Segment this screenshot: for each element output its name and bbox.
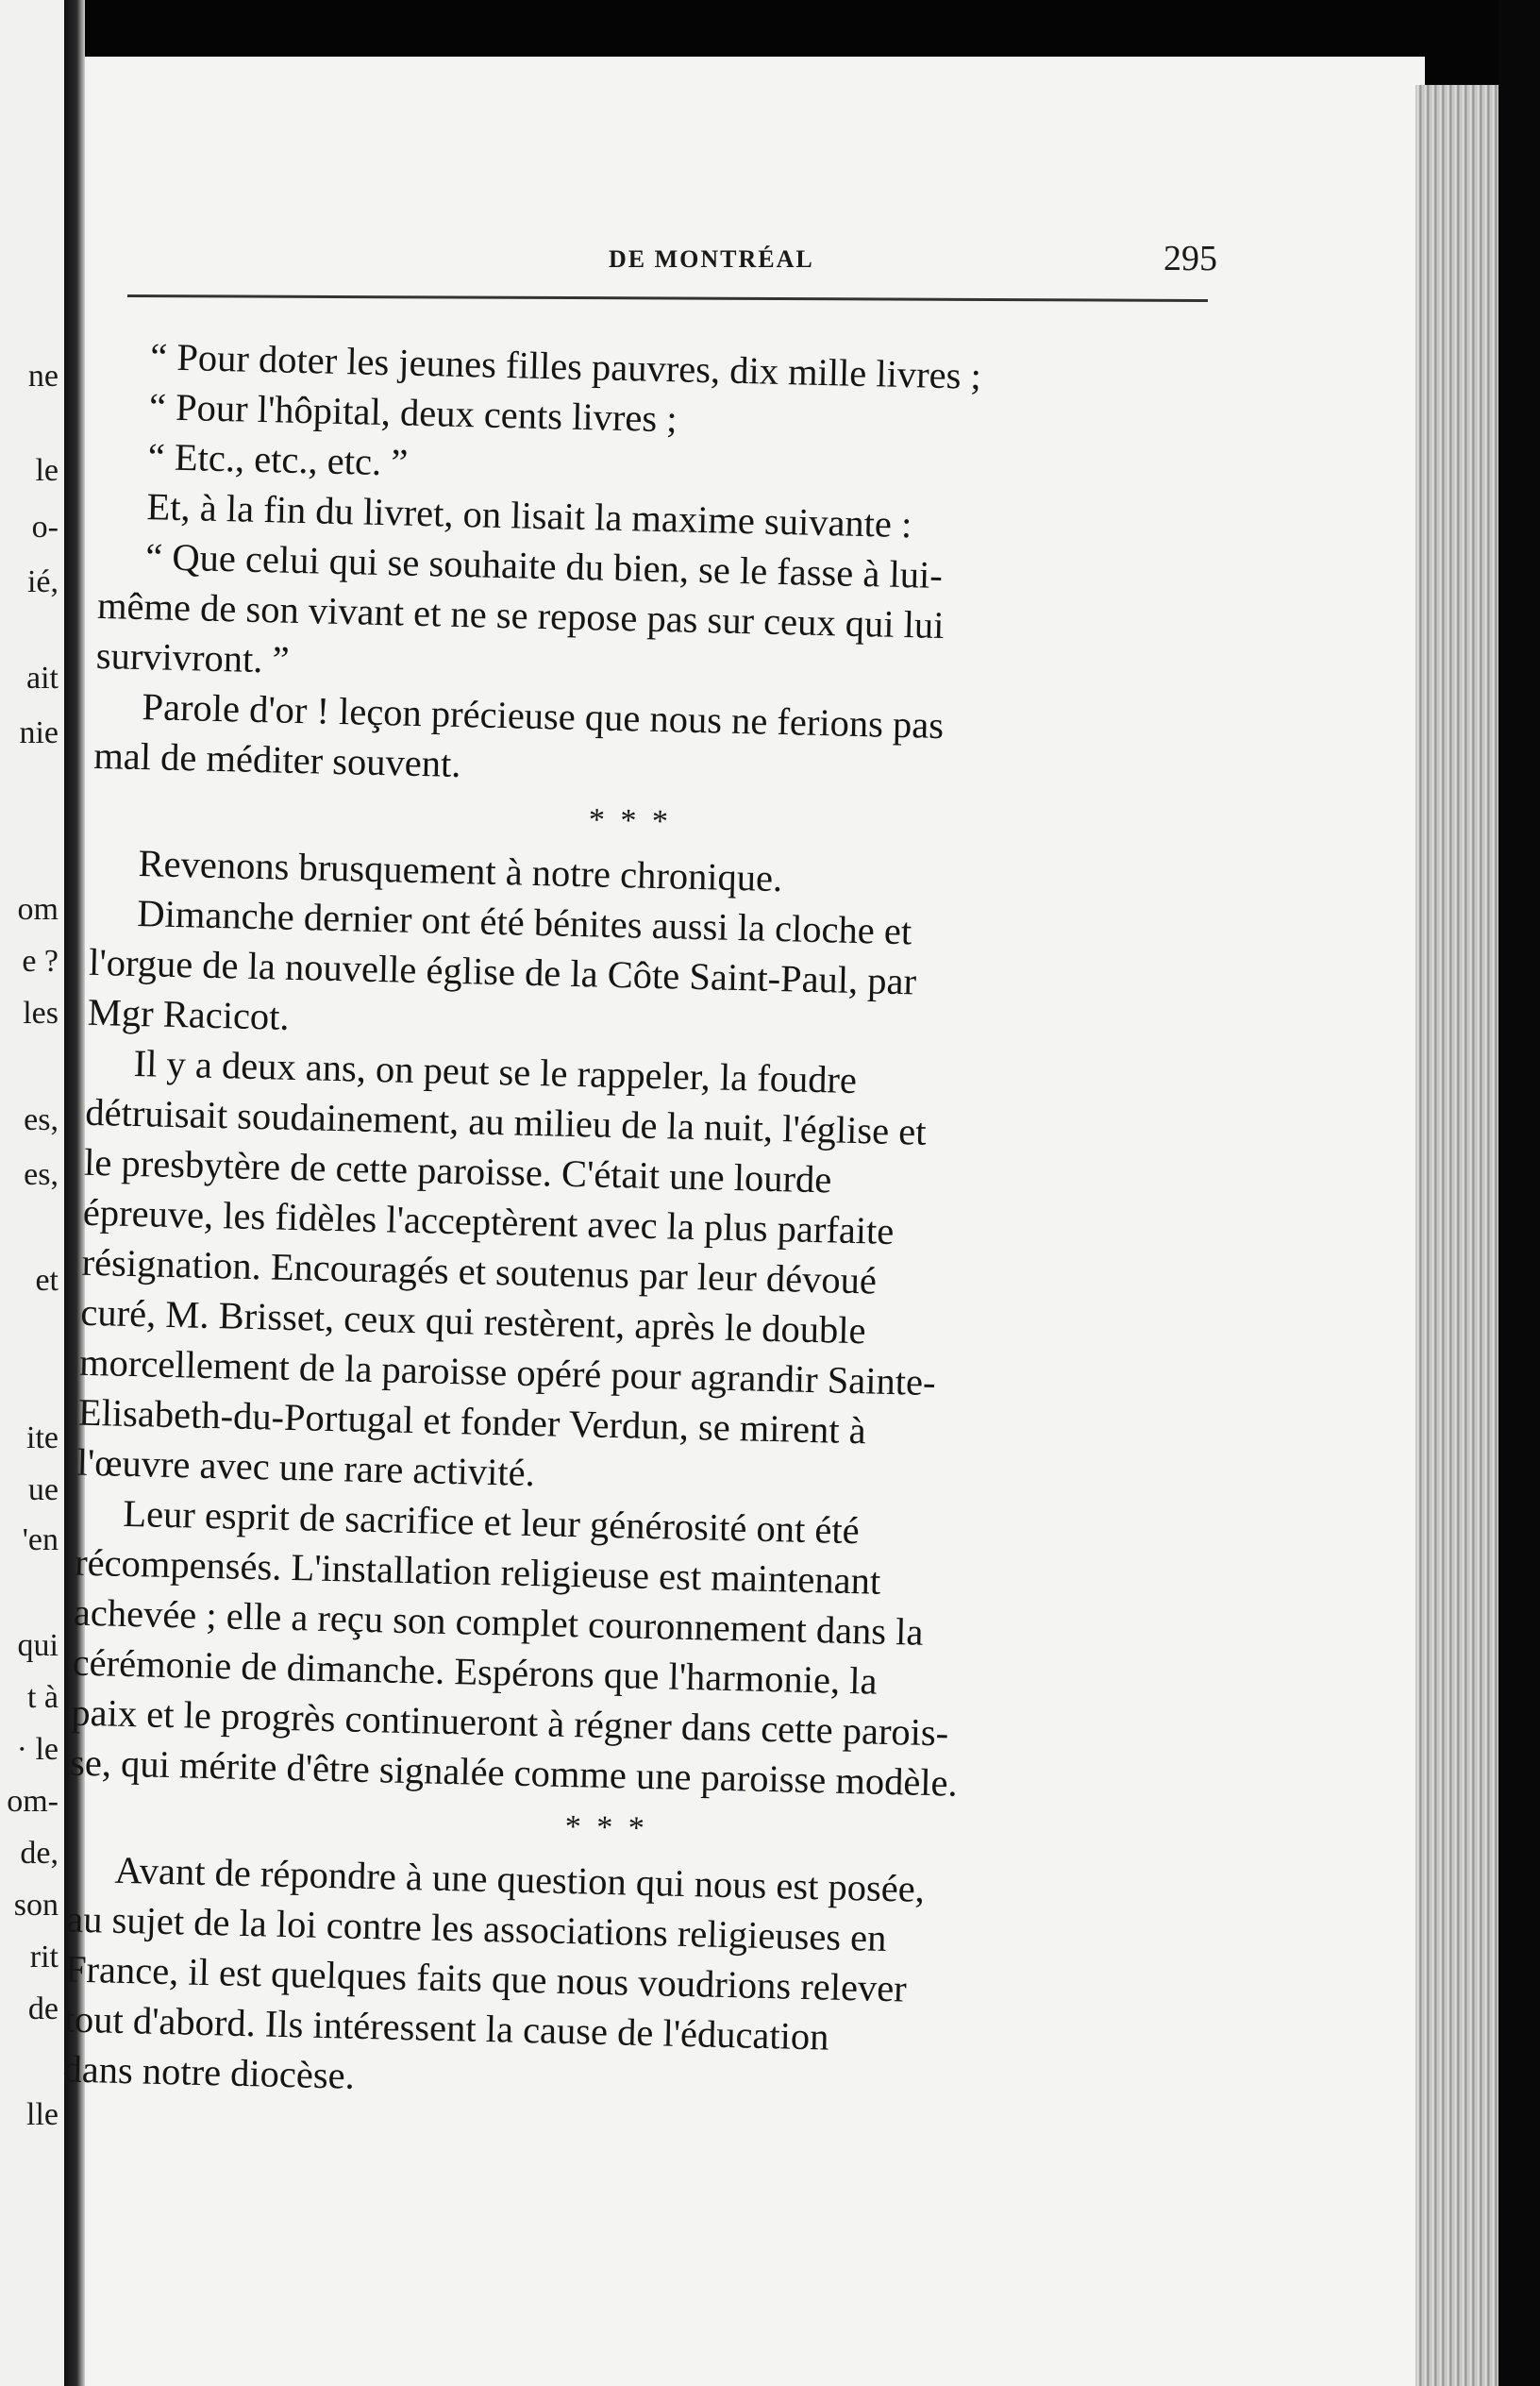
left-page-fragment: ite: [26, 1420, 59, 1455]
left-page-fragment: ne: [27, 359, 59, 394]
left-page-fragment: es,: [24, 1157, 59, 1192]
text-line: Il y a deux ans, on peut se le rappeler, la foudre: [133, 1041, 858, 1102]
text-line: achevée ; elle a reçu son complet couronnement dans la: [73, 1590, 925, 1654]
page-header: [123, 239, 1236, 302]
left-page-fragment: ié,: [26, 564, 59, 599]
left-page-fragment: · le: [16, 1732, 59, 1767]
text-line: mal de méditer souvent.: [92, 733, 461, 786]
left-page-fragment: rit: [29, 1940, 59, 1974]
text-line: paix et le progrès continueront à régner dans cette parois-: [70, 1690, 949, 1755]
text-line: Avant de répondre à une question qui nous est posée,: [114, 1848, 926, 1910]
text-line: Elisabeth-du-Portugal et fonder Verdun, se mirent à: [77, 1390, 867, 1453]
text-line: même de son vivant et ne se repose pas sur ceux qui lui: [96, 583, 945, 647]
text-line: curé, M. Brisset, ceux qui restèrent, après le double: [79, 1290, 867, 1353]
left-page-fragment: le: [35, 453, 59, 488]
text-line: “ Etc., etc., etc. ”: [147, 435, 409, 484]
left-page-fragment: les: [23, 996, 59, 1031]
text-line: l'orgue de la nouvelle église de la Côte Saint-Paul, par: [88, 940, 917, 1003]
section-separator: * * *: [564, 1808, 649, 1847]
page-number: 295: [1163, 239, 1217, 278]
text-line: épreuve, les fidèles l'acceptèrent avec la plus parfaite: [82, 1190, 895, 1252]
text-line: survivront. ”: [95, 633, 291, 681]
left-page-fragment: lle: [26, 2097, 59, 2132]
left-page-fragment: ait: [26, 661, 59, 696]
text-line: Et, à la fin du livret, on lisait la maxime suivante :: [146, 485, 912, 546]
left-page-fragment: e ?: [22, 944, 59, 979]
left-page-fragment: om: [17, 892, 59, 927]
running-head: DE MONTRÉAL: [609, 245, 814, 273]
text-line: au sujet de la loi contre les associations religieuses en: [65, 1897, 888, 1960]
text-line: Dimanche dernier ont été bénites aussi la cloche et: [136, 892, 912, 953]
text-line: “ Pour l'hôpital, deux cents livres ;: [148, 385, 678, 441]
left-page-edge: [0, 0, 64, 2386]
body-text: [62, 330, 1180, 2119]
left-page-fragment: son: [13, 1888, 59, 1923]
left-page-fragment: es,: [24, 1102, 59, 1137]
book-page: [62, 57, 1425, 2386]
text-line: dans notre diocèse.: [62, 2047, 356, 2097]
text-line: Leur esprit de sacrifice et leur générosité ont été: [122, 1491, 861, 1553]
text-line: “ Pour doter les jeunes filles pauvres, dix mille livres ;: [149, 335, 982, 397]
text-line: cérémonie de dimanche. Espérons que l'harmonie, la: [72, 1640, 879, 1703]
text-line: France, il est quelques faits que nous voudrions relever: [64, 1947, 908, 2010]
text-line: Revenons brusquement à notre chronique.: [138, 842, 783, 900]
background-edge: [1498, 0, 1540, 2386]
text-line: tout d'abord. Ils intéressent la cause de l'éducation: [63, 1997, 829, 2058]
text-line: “ Que celui qui se souhaite du bien, se le fasse à lui-: [144, 535, 944, 597]
left-page-fragment: de: [27, 1991, 59, 2026]
text-line: morcellement de la paroisse opéré pour agrandir Sainte-: [78, 1340, 937, 1404]
text-line: Mgr Racicot.: [87, 990, 291, 1038]
left-page-fragment: nie: [19, 715, 59, 750]
left-page-fragment: om-: [7, 1784, 59, 1819]
left-page-fragment: t à: [26, 1680, 59, 1715]
left-page-fragment: qui: [17, 1628, 59, 1663]
section-separator: * * *: [588, 802, 673, 840]
text-line: Parole d'or ! leçon précieuse que nous ne ferions pas: [142, 685, 945, 748]
text-line: résignation. Encouragés et soutenus par leur dévoué: [81, 1240, 878, 1302]
text-line: récompensés. L'installation religieuse est maintenant: [74, 1540, 881, 1603]
text-line: l'œuvre avec une rare activité.: [76, 1440, 536, 1495]
left-page-fragment: 'en: [22, 1522, 59, 1557]
left-page-fragment: o-: [31, 510, 59, 545]
left-page-fragment: ue: [27, 1472, 59, 1507]
left-page-fragment: de,: [20, 1836, 59, 1871]
text-line: détruisait soudainement, au milieu de la nuit, l'église et: [84, 1090, 928, 1153]
text-line: se, qui mérite d'être signalée comme une paroisse modèle.: [69, 1740, 959, 1805]
left-page-fragment: et: [35, 1263, 59, 1298]
text-line: le presbytère de cette paroisse. C'était une lourde: [83, 1140, 832, 1201]
